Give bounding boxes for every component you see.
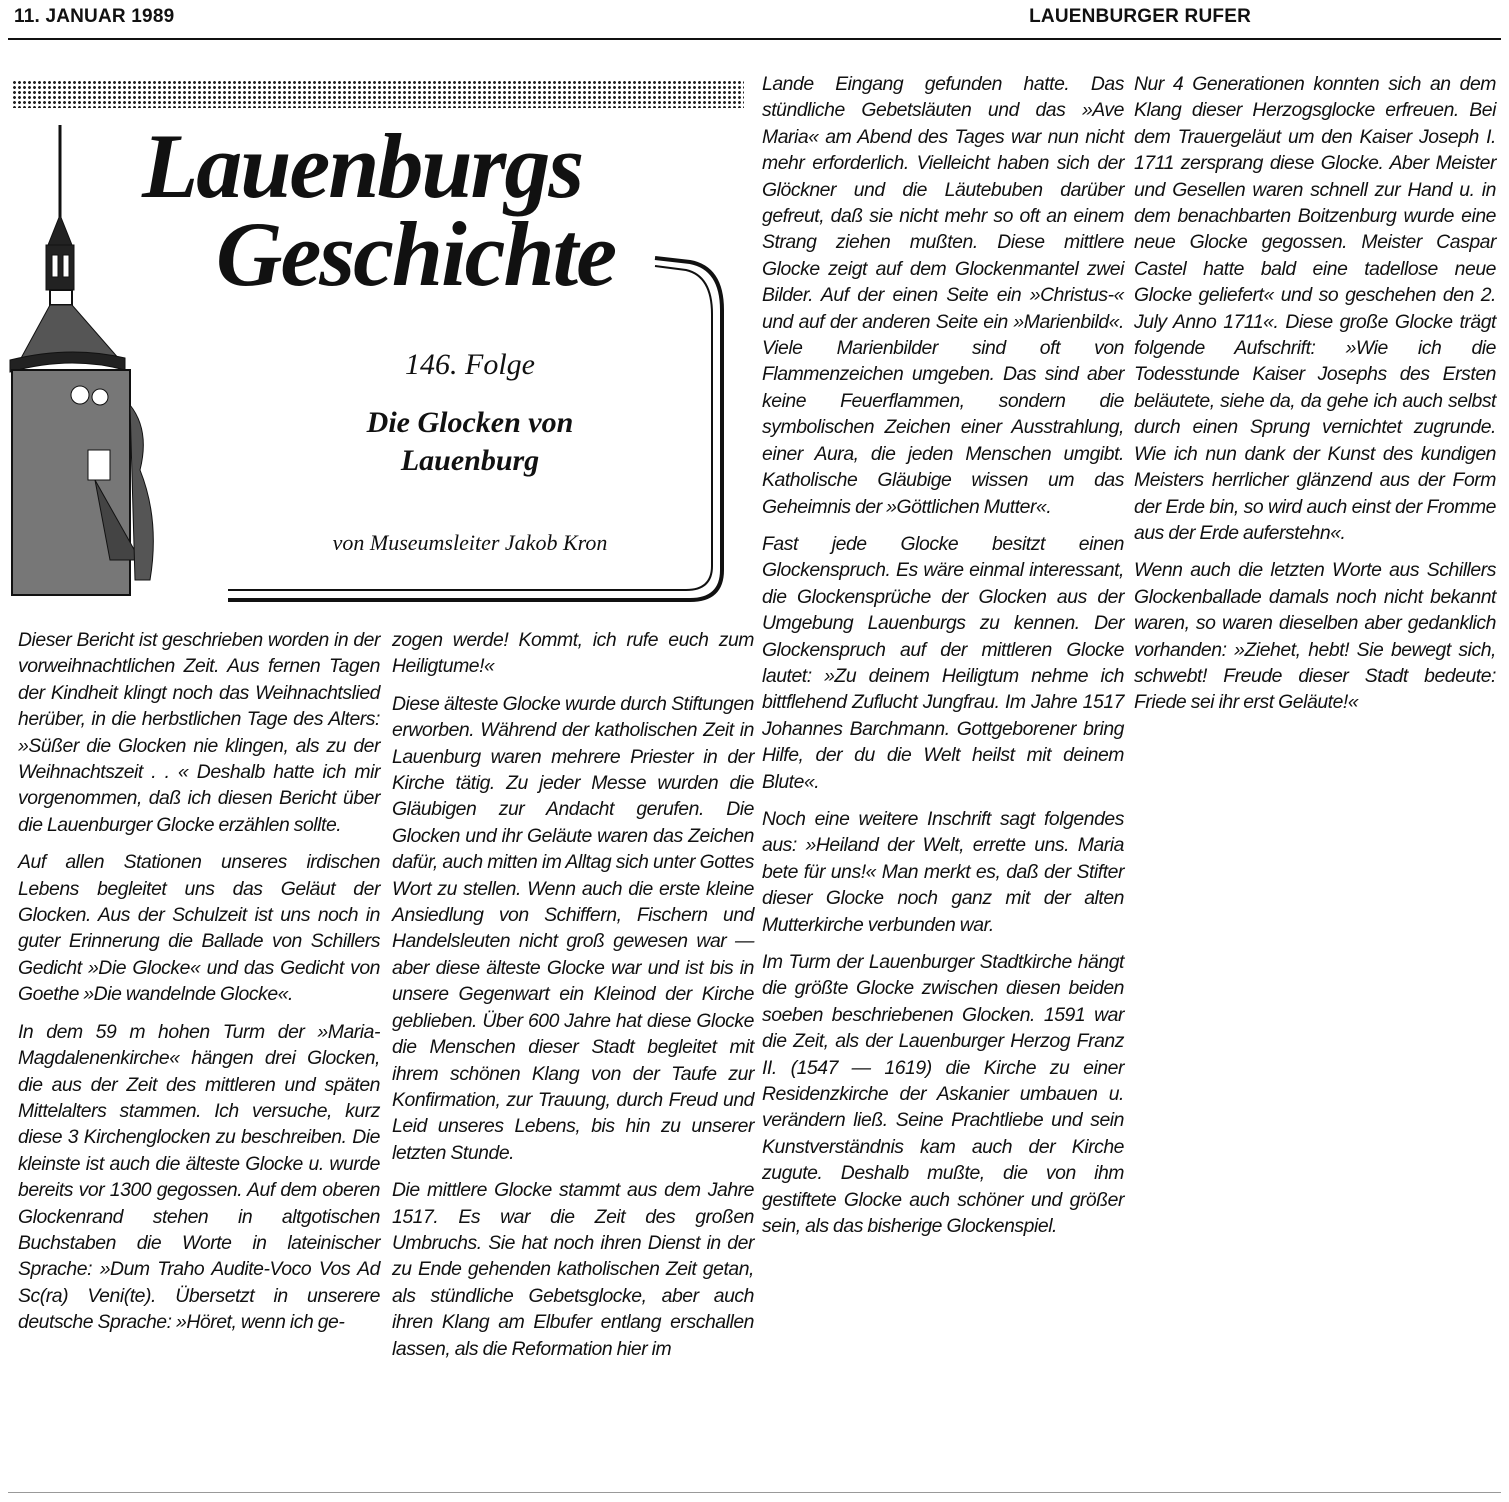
page-edge <box>8 1492 1501 1493</box>
feature-title-line1: Lauenburgs <box>142 115 583 217</box>
paragraph: Lande Eingang gefunden hatte. Das stündliche Gebetsläuten und das »Ave Maria« am Abend des Tages war nun nicht mehr erforderlich. Vielleicht haben sich der Glöckner und die Läutebuben darüber gefreut, daß sie nicht mehr so oft an einem Strang ziehen mußten. Diese mittlere Glocke zeigt auf dem Glockenmantel zwei Bilder. Auf der einen Seite ein »Christus-« und auf der anderen Seite ein »Marienbild«. Viele Marienbilder sind oft von Flammenzeichen umgeben. Das sind aber keine Feuerflammen, sondern die symbolischen Zeichen einer Ausstrahlung, einer Aura, die jeden Menschen umgibt. Katholische Gläubige wissen um das Geheimnis der »Göttlichen Mutter«. <box>762 73 1124 518</box>
paragraph: Diese älteste Glocke wurde durch Stiftungen erworben. Während der katholischen Zeit in Lauenburg waren mehrere Priester in der Kirche tätig. Zu jeder Messe wurden die Gläubigen zur Andacht gerufen. Die Glocken und ihr Geläute waren das Zeichen dafür, auch mitten im Alltag sich unter Gottes Wort zu stellen. Wenn auch die erste kleine Ansiedlung von Schiffern, Fischern und Handelsleuten nicht groß gewesen war — aber diese älteste Glocke war und ist bis in unsere Gegenwart ein Kleinod der Kirche geblieben. Über 600 Jahre hat diese Glocke die Menschen dieser Stadt begleitet mit ihrem schönen Klang von der Taufe zur Konfirmation, zur Trauung, durch Freud und Leid unseres Lebens, bis hin zu unserer letzten Stunde. <box>392 692 754 1164</box>
episode-number: 146. Folge <box>405 348 535 381</box>
paragraph: Dieser Bericht ist geschrieben worden in der vorweihnachtlichen Zeit. Aus fernen Tagen der Kindheit klingt noch das Weihnachtslied herüber, in die herbstlichen Tage des Alters: »Süßer die Glocken nie klingen, als zu der Weihnachtszeit . . « Deshalb hatte ich mir vorgenommen, daß ich diesen Bericht über die Lauenburger Glocke erzählen sollte. <box>18 629 380 836</box>
text-column-3 <box>762 71 1124 1250</box>
paragraph: Fast jede Glocke besitzt einen Glockenspruch. Es wäre einmal interessant, die Glockensprüche der Glocken aus der Umgebung Lauenburgs zu kennen. Der Glockenspruch auf der mittleren Glocke lautet: »Zu deinem Heiligtum nehme ich bittflehend Zuflucht Jungfrau. Im Jahre 1517 Johannes Barchmann. Gottgeborener bring Hilfe, der du die Welt heilst mit deinem Blute«. <box>762 532 1124 793</box>
newspaper-name: LAUENBURGER RUFER <box>1029 6 1251 27</box>
byline: von Museumsleiter Jakob Kron <box>332 530 608 555</box>
feature-title-line2: Geschichte <box>216 203 616 305</box>
paragraph: Noch eine weitere Inschrift sagt folgendes aus: »Heiland der Welt, errette uns. Maria bete für uns!« Man merkt es, daß der Stifter dieser Glocke noch ganz mit der alten Mutterkirche verbunden war. <box>762 807 1124 936</box>
article-headline: Die Glocken von Lauenburg <box>366 406 574 477</box>
text-column-4 <box>1134 71 1496 727</box>
paragraph: Nur 4 Generationen konnten sich an dem Klang dieser Herzogsglocke erfreuen. Bei dem Trauergeläut um den Kaiser Joseph I. 1711 zersprang diese Glocke. Aber Meister und Gesellen waren schnell zur Hand u. in dem benachbarten Boitzenburg wurde eine neue Glocke gegossen. Meister Caspar Castel hatte bald eine tadellose neue Glocke geliefert« und so geschehen den 2. July Anno 1711«. Diese große Glocke trägt folgende Aufschrift: »Wie ich die Todesstunde Kaiser Josephs des Ersten beläutete, siehe da, da gehe ich auch selbst durch einen Sprung vernichtet zugrunde. Wie ich nun dank der Kunst des kundigen Meisters herrlicher glänzend aus der Form der Erde bin, so wird auch einst der Fromme aus der Erde auferstehn«. <box>1134 73 1496 544</box>
title-frame <box>0 0 760 620</box>
paragraph: In dem 59 m hohen Turm der »Maria-Magdalenenkirche« hängen drei Glocken, die aus der Zeit des mittleren und späten Mittelalters stammen. Ich versuche, kurz diese 3 Kirchenglocken zu beschreiben. Die kleinste ist auch die älteste Glocke u. wurde bereits vor 1300 gegossen. Auf dem oberen Glockenrand stehen in altgotischen Buchstaben die Worte in lateinischer Sprache: »Dum Traho Audite-Voco Vos Ad Sc(ra) Veni(te). Übersetzt in unserere deutsche Sprache: »Höret, wenn ich ge- <box>18 1020 380 1334</box>
paragraph: Wenn auch die letzten Worte aus Schillers Glockenballade damals noch nicht bekannt waren, so waren dieselben aber gedanklich vorhanden: »Ziehet, hebt! Sie bewegt sich, schwebt! Freude dieser Stadt bedeute: Friede sei ihr erst Geläute!« <box>1134 559 1496 714</box>
paragraph: Die mittlere Glocke stammt aus dem Jahre 1517. Es war die Zeit des großen Umbruchs. Sie hat noch ihren Dienst in der zu Ende gehenden katholischen Zeit getan, als stündliche Gebetsglocke, aber auch ihren Klang am Elbufer entlang erschallen lassen, als die Reformation hier im <box>392 1179 754 1360</box>
paragraph: Auf allen Stationen unseres irdischen Lebens begleitet uns das Geläut der Glocken. Aus der Schulzeit ist uns noch in guter Erinnerung die Ballade von Schillers Gedicht »Die Glocke« und das Gedicht von Goethe »Die wandelnde Glocke«. <box>18 851 380 1006</box>
text-column-2 <box>392 627 754 1373</box>
paragraph: Im Turm der Lauenburger Stadtkirche hängt die größte Glocke zwischen diesen beiden soeben beschriebenen Glocken. 1591 war die Zeit, als der Lauenburger Herzog Franz II. (1547 — 1619) die Kirche zu einer Residenzkirche der Askanier umbauen u. verändern ließ. Seine Prachtliebe und sein Kunstverständnis kam auch der Kirche zugute. Deshalb mußte, die von ihm gestiftete Glocke auch schöner und größer sein, als das bisherige Glockenspiel. <box>762 951 1124 1238</box>
church-tower-icon <box>10 125 153 595</box>
issue-date: 11. JANUAR 1989 <box>14 6 175 27</box>
text-column-1 <box>18 627 380 1347</box>
paragraph: zogen werde! Kommt, ich rufe euch zum Heiligtume!« <box>392 629 754 678</box>
